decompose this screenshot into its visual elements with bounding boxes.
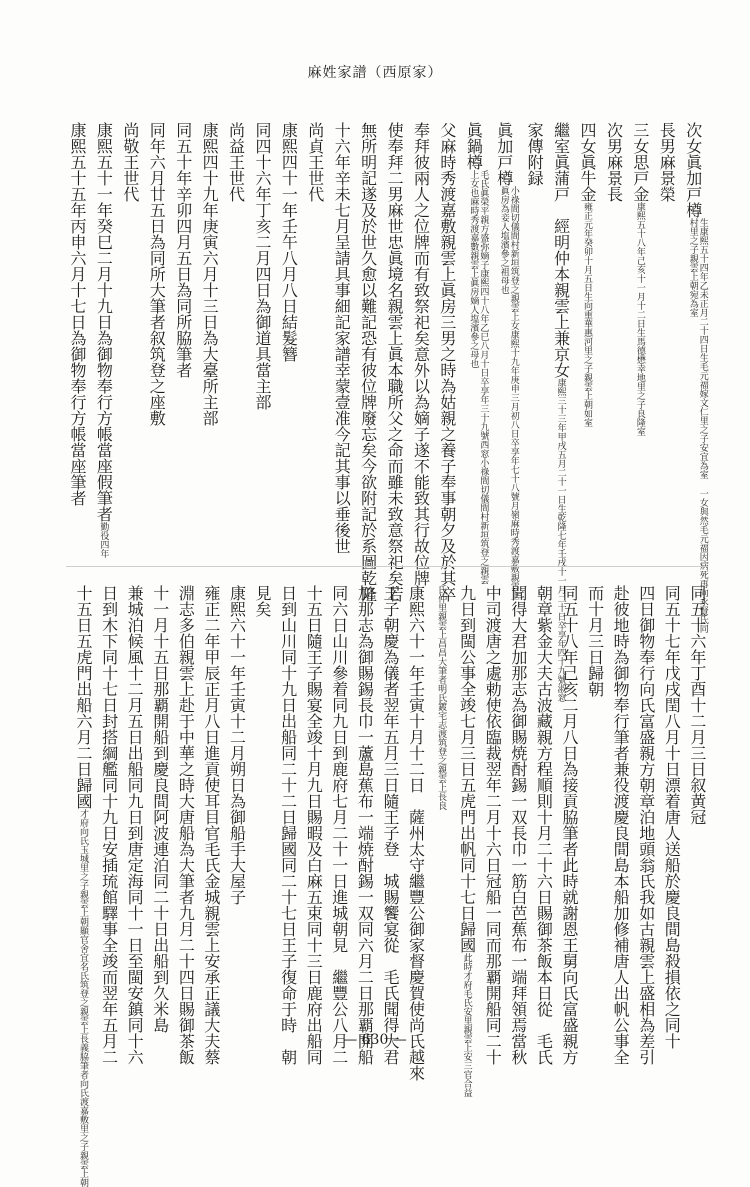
text-column <box>430 585 452 1015</box>
column-text: 四日御物奉行向氏富盛親方朝章泊地頭翁氏我如古親雲上盛相為差引 <box>636 585 656 1065</box>
text-column <box>558 585 580 1065</box>
text-column <box>251 585 273 1015</box>
column-note: 勤役四年 <box>98 522 109 558</box>
text-column <box>145 122 167 542</box>
column-text: 康熙六十一年壬寅十月十二日 薩州太守繼豐公御家督慶賀使尚氏越來 <box>406 585 426 1081</box>
text-column <box>225 122 247 542</box>
text-column <box>481 585 503 1065</box>
column-text: 中司渡唐之處勅使依臨裁翌年二月十六日冠船一同而那覇開船同二十 <box>483 585 503 1065</box>
column-text: 王子朝慶為儀者翌年五月三日隨王子登 城賜饗宴從 毛氏聞得大君 <box>380 585 400 1065</box>
text-column <box>609 585 631 1065</box>
text-column <box>462 122 489 584</box>
column-text: 康熙五十五年丙申六月十七日為御物奉行方帳當座筆者 <box>68 122 87 506</box>
column-note: 康熙三十三年甲戌五月二十一日生乾隆七年壬戌十一月二十日卒享年四十九號淑窓 <box>555 378 566 702</box>
column-note: 小祿間切儀間村新垣筑登之親雲上女康熙十九年庚申三月初八日卒享年七十八號月嶺麻時秀渡嘉敷親雲上眞房為妾人塩濱參之祖母也 <box>498 186 519 600</box>
text-column <box>66 122 88 542</box>
column-text: 同五十七年戊戌閏八月十日漂着唐人送船於慶良間島殺損依之同十 <box>662 585 682 1049</box>
text-column <box>98 585 120 1065</box>
text-column <box>72 585 94 1187</box>
column-text: 日到木下同十七日封搭綱艦同十九日安插琉館驛事全竣而翌年五月二 <box>99 585 119 1065</box>
text-column <box>686 585 708 1015</box>
column-note: 生康熙五十四年乙未正月二十四日生毛元福嫁文仁里之子安宜為室 一女與然毛元福因病死再向永賢氏同村里之子親雲上朝宛為室 <box>687 218 708 633</box>
text-column <box>456 585 478 1097</box>
text-column <box>523 122 545 542</box>
text-column <box>353 585 375 1065</box>
column-text: 同五十年辛卯四月五日為同所脇筆者 <box>173 122 193 378</box>
column-text: 加那志為御賜錫長巾一蘆島蕉布一端焼酎錫一双同六月二日那覇開船 <box>355 585 375 1065</box>
column-text: 見矣 <box>253 585 273 617</box>
column-text: 同六日山川參着同九日到鹿府七月二十一日進城朝見 繼豐公八月二 <box>329 585 349 1065</box>
column-text: 雍正二年甲辰正月八日進貢使耳目官毛氏金城親雲上安承正議大夫蔡 <box>201 585 221 1065</box>
column-text: 眞加戸樽 <box>494 122 514 186</box>
column-text: 家傳附録 <box>525 122 545 186</box>
column-text: 聞得大君加那志為御賜焼酎錫一双長巾一筋白芭蕉布一端拜領焉當秋 <box>508 585 528 1065</box>
text-column <box>493 122 519 600</box>
text-column <box>302 585 324 1065</box>
column-note: 毛氏眞榮平親方盛弥嫡子康熙四十八年乙巳八月十日卒享年三十九號西窓小祿間切儀間村新垣筑登之親雲上女也麻時秀渡嘉數親雲上眞房嫡人塩濱參之母也 <box>468 170 489 584</box>
column-text: 康熙五十一年癸巳二月十九日為御物奉行方帳當座假筆者 <box>94 122 114 522</box>
column-note: 氏仲里親雲上昌昌大筆者明氏鍍宅志渡筑登之親雲上長良 <box>436 585 447 810</box>
column-note: 此時才府毛氏安里親雲上安三官合益 <box>461 953 472 1097</box>
column-text: 淵志多伯親雲上赴于中華之時大唐船為大筆者九月二十四日賜御茶飯 <box>176 585 196 1065</box>
column-text: 九日到閩公事全竣七月三日五虎門出帆同十七日歸國 <box>457 585 477 953</box>
text-column <box>602 122 624 542</box>
text-column <box>304 122 326 542</box>
column-text: 眞鍋樽 <box>464 122 484 170</box>
section-divider <box>66 566 708 567</box>
text-column <box>277 122 299 542</box>
text-column <box>383 122 405 602</box>
column-text: 尚貞王世代 <box>305 122 325 202</box>
text-column <box>92 122 114 558</box>
text-column <box>198 122 220 542</box>
text-column <box>149 585 171 1033</box>
column-text: 長男麻景榮 <box>657 122 677 202</box>
text-column <box>330 122 352 554</box>
column-text: 同五十八年己亥二月八日為接貢脇筆者此時就謝恩王舅向氏富盛親方 <box>559 585 579 1065</box>
column-text: 尚益王世代 <box>226 122 246 202</box>
column-text: 赴彼地時為御物奉行筆者兼役渡慶良間島本船加修補唐人出帆公事全 <box>611 585 631 1065</box>
text-column <box>655 122 677 542</box>
column-text: 尚敬王世代 <box>120 122 140 202</box>
text-column <box>436 122 458 602</box>
page-number: — 630 — <box>343 1032 407 1048</box>
text-column <box>405 585 427 1081</box>
column-text: 次女眞加戸樽 <box>683 122 703 218</box>
column-text: 繼室眞蒲戸 經明仲本親雲上兼京女 <box>551 122 571 378</box>
text-column <box>550 122 572 702</box>
text-column <box>251 122 273 542</box>
column-text: 康熙四十九年庚寅六月十三日為大臺所主部 <box>200 122 220 426</box>
column-note: 康熙五十八年己亥十一月十二日生馬德懋幸地里之子良隆室 <box>634 202 645 436</box>
text-column <box>635 585 657 1065</box>
text-column <box>532 585 554 1065</box>
column-text: 兼城泊候風十二月五日出船同九日到唐定海同十一日至閩安鎮同十六 <box>125 585 145 1065</box>
column-text: 康熙四十一年壬午八月八日結髮簪 <box>279 122 299 362</box>
text-column <box>660 585 682 1049</box>
column-text: 朝章紫金大夫古波藏親方程順則十月二十六日賜御茶飯本日從 毛氏 <box>534 585 554 1065</box>
text-column <box>379 585 401 1065</box>
text-column <box>357 122 379 602</box>
column-text: 同年六月廿五日為同所大筆者叙筑登之座敷 <box>147 122 167 426</box>
column-text: 四女眞牛金 <box>578 122 598 202</box>
column-text: 康熙六十一年壬寅十二月朔日為御船手大屋子 <box>227 585 247 905</box>
column-text: 同四十六年丁亥二月四日為御道具當主部 <box>252 122 272 410</box>
running-head-title: 麻姓家譜（西原家） <box>307 65 443 81</box>
text-column <box>172 122 194 542</box>
column-text: 十六年辛未七月呈請具事細記家譜幸蒙壹准今記其事以垂後世 <box>332 122 352 554</box>
column-text: 而十月三日歸朝 <box>585 585 605 697</box>
column-text: 使奉拜二男麻世忠眞境名親雲上眞本職所父之命而雖未致意祭祀矣若 <box>385 122 405 602</box>
column-text: 父麻時秀渡嘉敷親雲上眞房三男之時為姑親之養子奉事朝夕及於其卒 <box>437 122 457 602</box>
text-column <box>119 122 141 542</box>
text-column <box>584 585 606 1015</box>
column-text: 十一月十五日那覇開船到慶良間阿波連泊同二十日出船到久米島 <box>150 585 170 1033</box>
column-note: 雍正元年癸卯十月五日生向重華惠河里之子親雲上朝如室 <box>582 202 593 427</box>
column-note: 才府向氏玉城里之子親雲上朝顯官舍宜名氏筑登之親雲上長義脇筆者向氏渡嘉敷里之子親雲上朝 <box>78 809 88 1187</box>
column-text: 同五十六年丁酉十二月三日叙黄冠 <box>687 585 707 825</box>
text-column <box>225 585 247 1015</box>
column-text: 十五日隨王子賜宴全竣十月九日賜暇及白麻五束同十三日鹿府出船同 <box>304 585 324 1065</box>
column-text: 奉拜彼兩人之位牌而有致祭祀矣意外以為嫡子遂不能致其行故位牌 <box>411 122 431 586</box>
text-column <box>682 122 708 633</box>
column-text: 次男麻景長 <box>604 122 624 202</box>
column-text: 三女思戸金 <box>630 122 650 202</box>
text-column <box>576 122 598 542</box>
text-column <box>277 585 299 1065</box>
text-column <box>409 122 431 586</box>
text-column <box>328 585 350 1065</box>
text-column <box>629 122 651 542</box>
column-text: 十五日五虎門出船六月二日歸國 <box>74 585 93 809</box>
column-text: 無所明記遂及於世久愈以難記恐有彼位牌廢忘矣今欲附記於系圖乾隆 <box>358 122 378 602</box>
text-column <box>123 585 145 1065</box>
text-column <box>200 585 222 1065</box>
text-column <box>174 585 196 1065</box>
text-column <box>507 585 529 1065</box>
column-text: 日到山川同十九日出船同二十二日歸國同二十七日王子復命于時 朝 <box>278 585 298 1065</box>
